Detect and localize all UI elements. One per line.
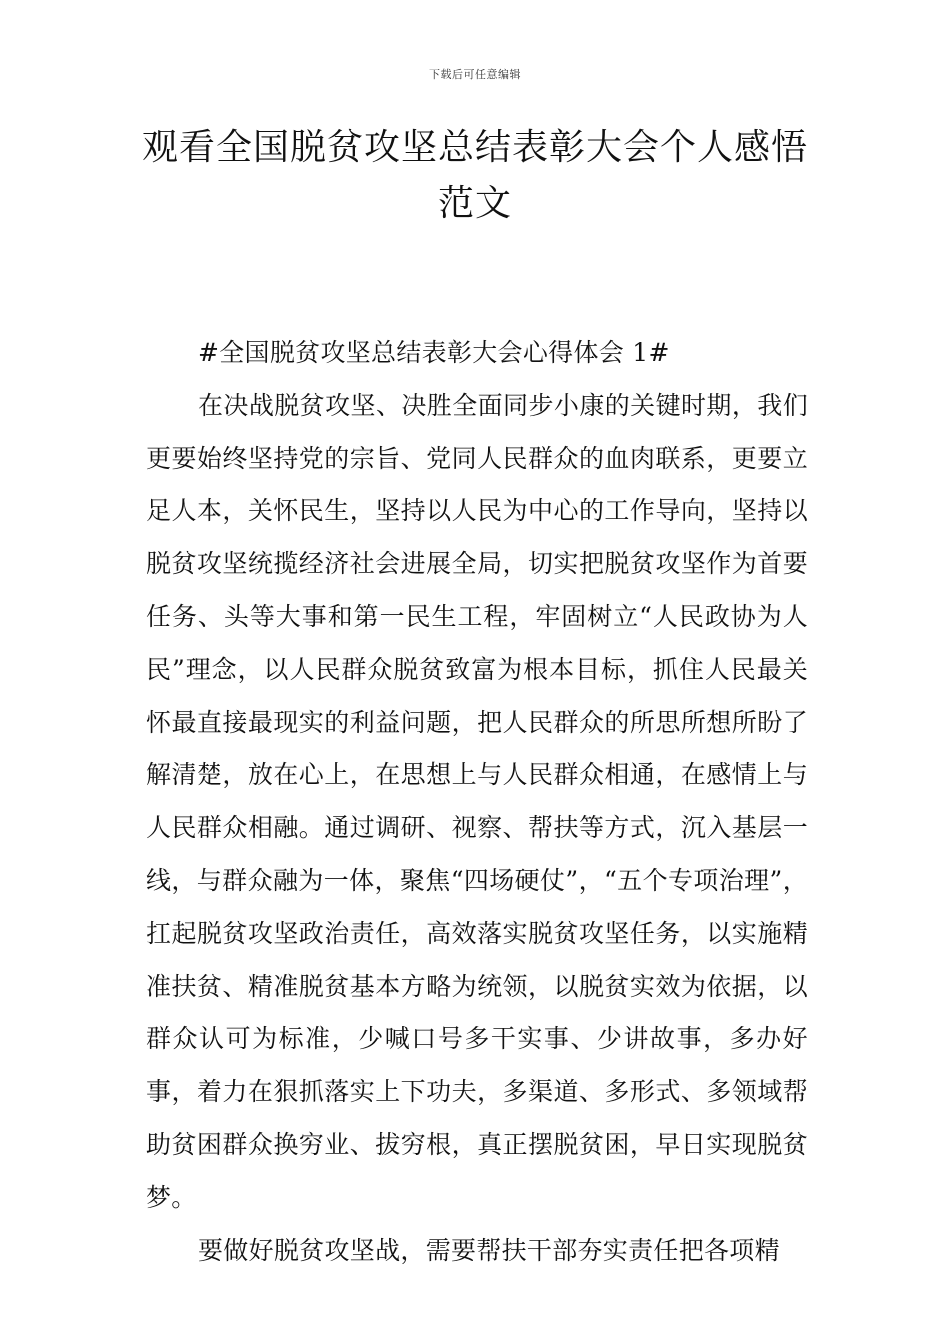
header-note: 下载后可任意编辑 — [429, 68, 521, 81]
document-body — [146, 327, 808, 1277]
title-line-2: 范文 — [437, 183, 512, 224]
paragraph-1: 在决战脱贫攻坚、决胜全面同步小康的关键时期，我们更要始终坚持党的宗旨、党同人民群众的血肉联系，更要立足人本，关怀民生，坚持以人民为中心的工作导向，坚持以脱贫攻坚统揽经济社会进展全局，切实把脱贫攻坚作为首要任务、头等大事和第一民生工程，牢固树立“人民政协为人民”理念，以人民群众脱贫致富为根本目标，抓住人民最关怀最直接最现实的利益问题，把人民群众的所思所想所盼了解清楚，放在心上，在思想上与人民群众相通，在感情上与人民群众相融。通过调研、视察、帮扶等方式，沉入基层一线，与群众融为一体，聚焦“四场硬仗”，“五个专项治理”，扛起脱贫攻坚政治责任，高效落实脱贫攻坚任务，以实施精准扶贫、精准脱贫基本方略为统领，以脱贫实效为依据，以群众认可为标准，少喊口号多干实事、少讲故事，多办好事，着力在狠抓落实上下功夫，多渠道、多形式、多领域帮助贫困群众换穷业、拔穷根，真正摆脱贫困，早日实现脱贫梦。 — [146, 390, 808, 1212]
title-line-1: 观看全国脱贫攻坚总结表彰大会个人感悟 — [141, 127, 808, 168]
document-title — [140, 120, 810, 232]
paragraph-2: 要做好脱贫攻坚战，需要帮扶干部夯实责任把各项精 — [198, 1235, 780, 1265]
section-heading: #全国脱贫攻坚总结表彰大会心得体会 1# — [198, 338, 670, 367]
